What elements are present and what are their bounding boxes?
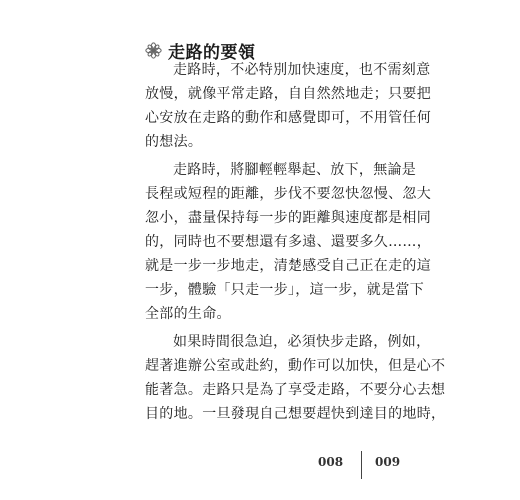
page-divider	[361, 451, 362, 479]
paragraph-1	[145, 58, 431, 154]
text-line: 忽小，盡量保持每一步的距離與速度都是相同	[145, 210, 431, 226]
page-number-right: 009	[375, 455, 401, 469]
text-line: 如果時間很急迫，必須快步走路，例如，	[173, 334, 431, 350]
text-line: 就是一步一步地走，清楚感受自己正在走的這	[145, 258, 431, 274]
text-line: 趕著進辦公室或赴約，動作可以加快，但是心不	[145, 358, 446, 374]
section-title: 走路的要領	[168, 42, 256, 63]
text-line: 長程或短程的距離，步伐不要忽快忽慢、忽大	[145, 186, 431, 202]
text-line: 心安放在走路的動作和感覺即可，不用管任何	[145, 110, 431, 126]
flower-icon	[145, 42, 162, 59]
text-line: 目的地。一旦發現自己想要趕快到達目的地時，	[145, 406, 446, 422]
text-line: 能著急。走路只是為了享受走路，不要分心去想	[145, 382, 446, 398]
page-number-left: 008	[318, 455, 344, 469]
text-line: 走路時，不必特別加快速度，也不需刻意	[173, 62, 431, 78]
text-line: 的想法。	[145, 134, 203, 150]
paragraph-3	[145, 330, 446, 426]
text-line: 放慢，就像平常走路，自自然然地走；只要把	[145, 86, 431, 102]
text-line: 全部的生命。	[145, 306, 231, 322]
text-line: 的，同時也不要想還有多遠、還要多久……，	[145, 234, 431, 250]
text-line: 一步，體驗「只走一步」，這一步，就是當下	[145, 282, 424, 298]
body-text	[145, 58, 446, 430]
text-line: 走路時，將腳輕輕舉起、放下，無論是	[173, 162, 417, 178]
paragraph-2	[145, 158, 431, 326]
page-numbers	[0, 451, 520, 481]
